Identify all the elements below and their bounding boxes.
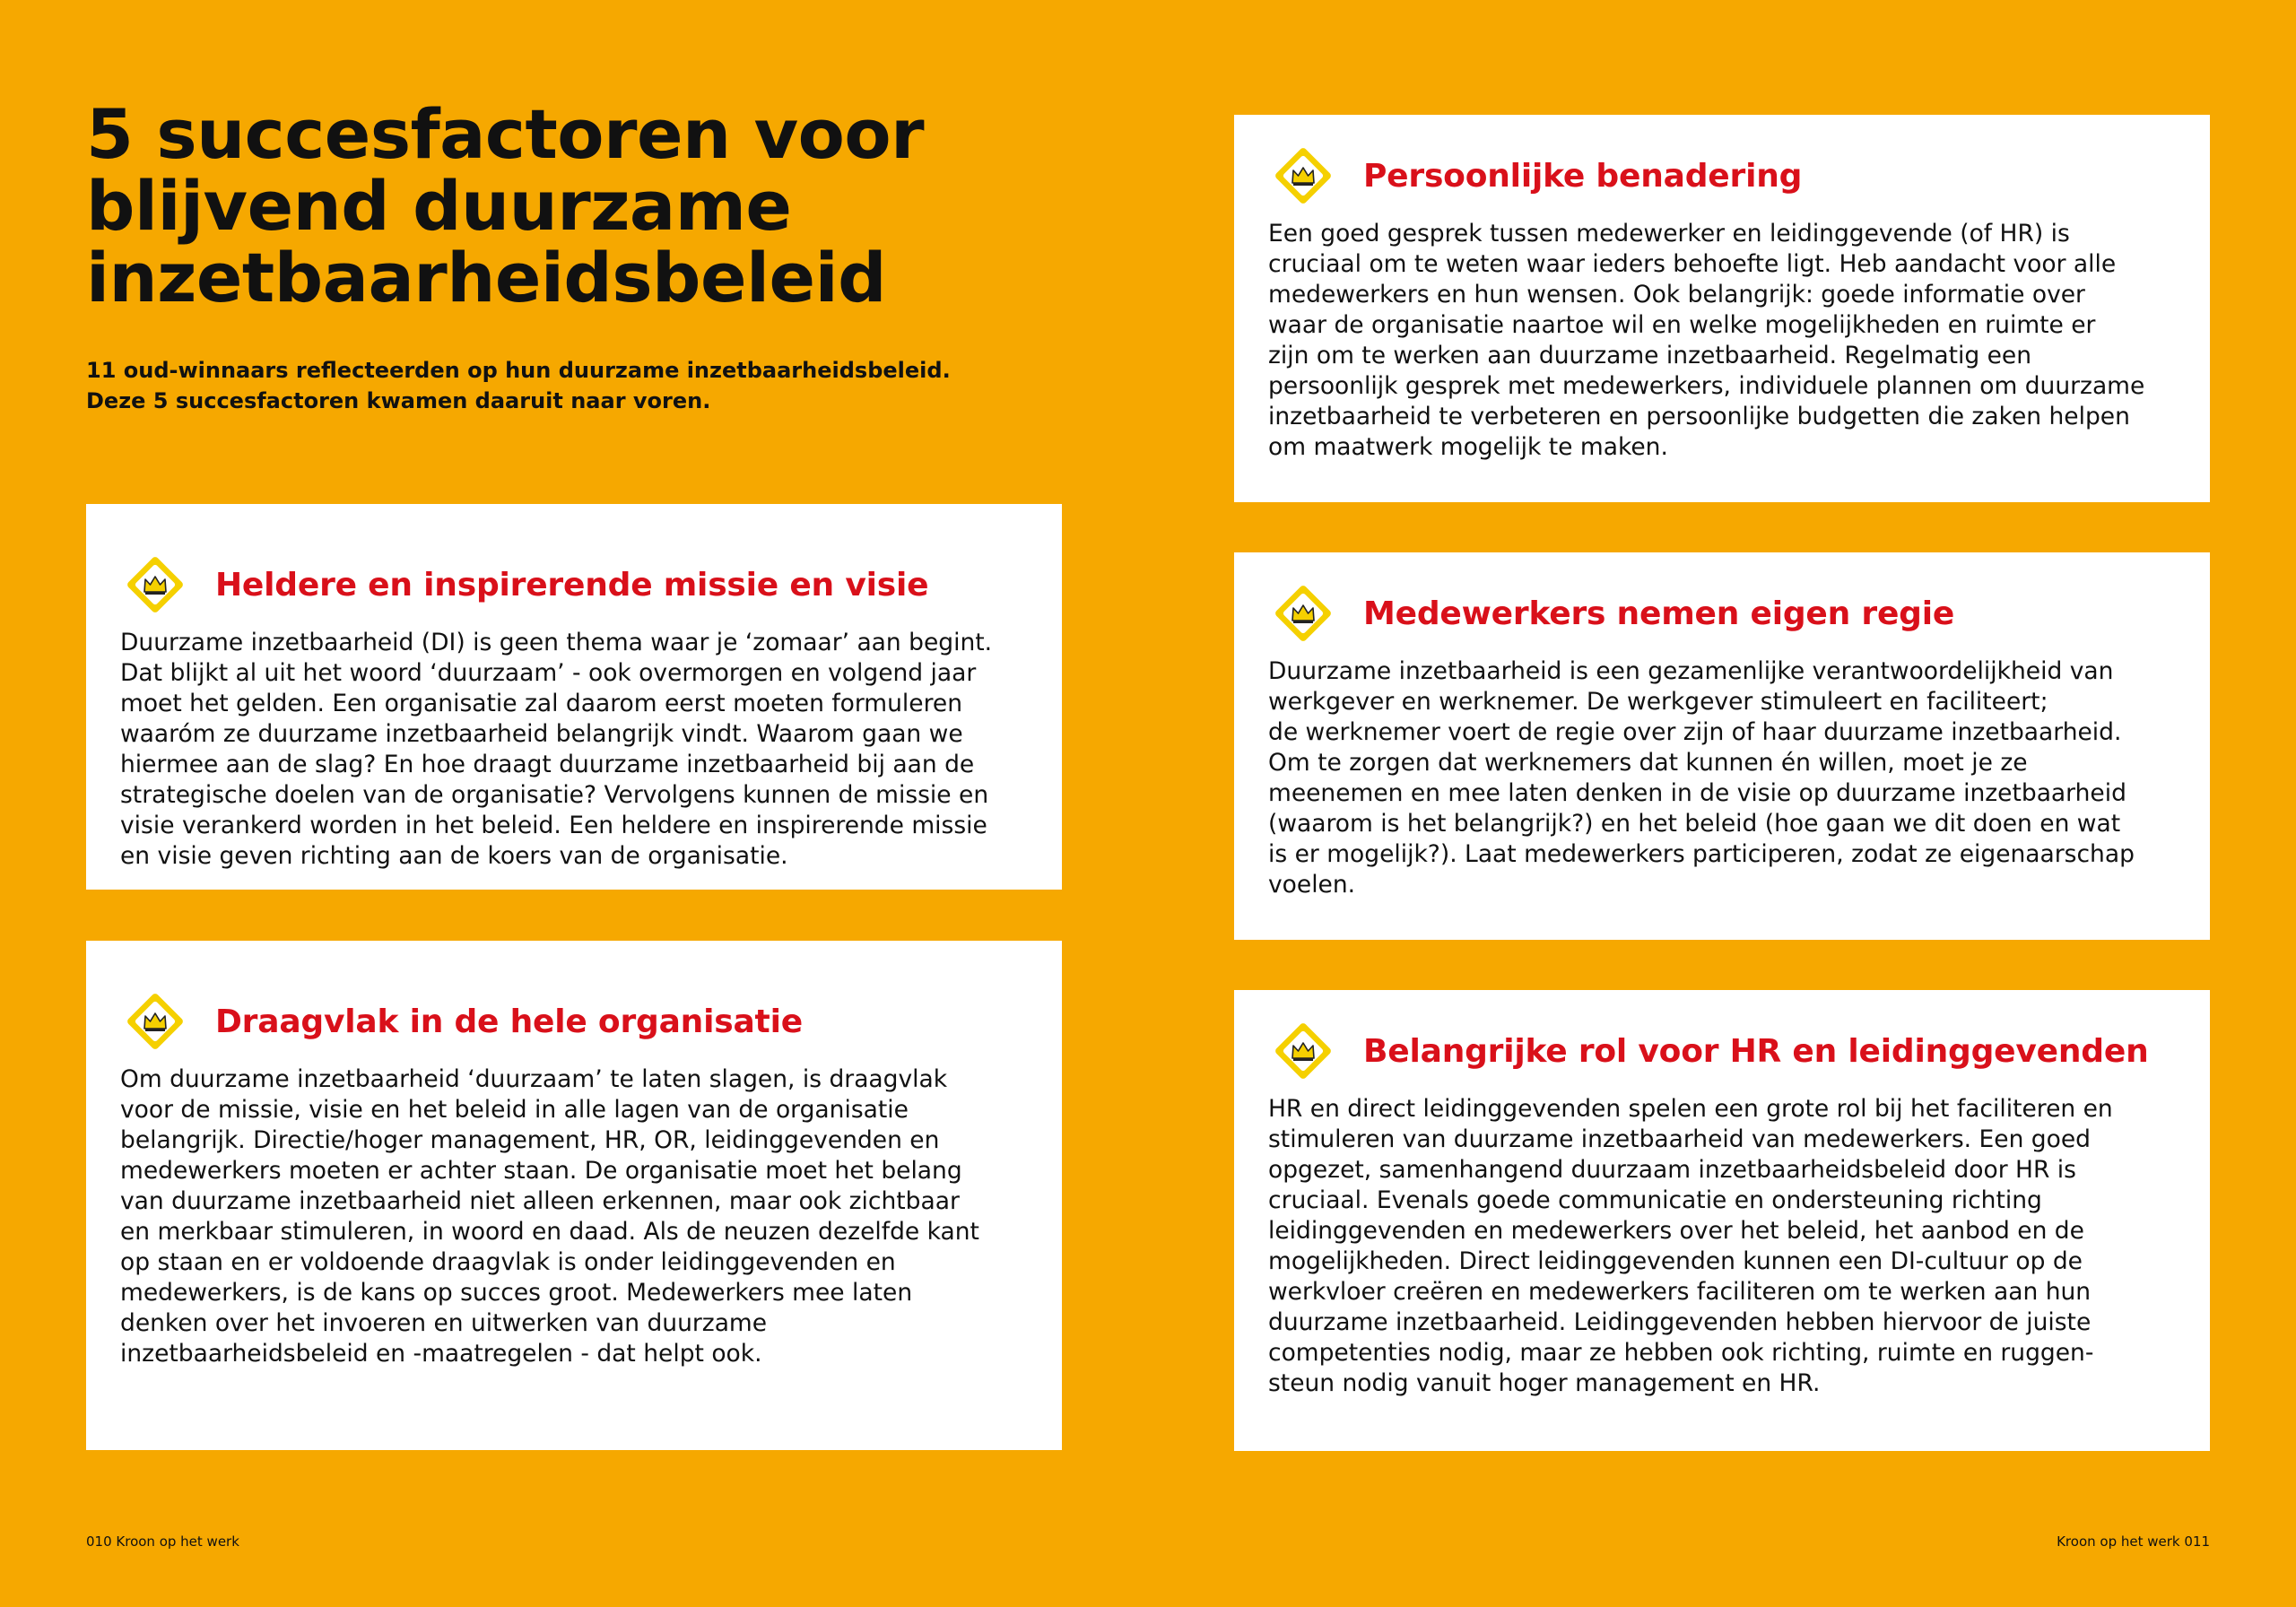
body-line: medewerkers moeten er achter staan. De organisatie moet het belang	[120, 1157, 962, 1185]
body-line: hiermee aan de slag? En hoe draagt duurzame inzetbaarheid bij aan de	[120, 751, 975, 778]
body-line: voelen.	[1268, 871, 1356, 899]
body-line: voor de missie, visie en het beleid in alle lagen van de organisatie	[120, 1096, 909, 1124]
card-body	[1268, 656, 2178, 900]
body-line: op staan en er voldoende draagvlak is onder leidinggevenden en	[120, 1248, 896, 1276]
card-body	[120, 628, 1030, 872]
card-title: Heldere en inspirerende missie en visie	[215, 566, 929, 604]
body-line: cruciaal. Evenals goede communicatie en ondersteuning richting	[1268, 1186, 2042, 1214]
body-line: stimuleren van duurzame inzetbaarheid van medewerkers. Een goed	[1268, 1125, 2091, 1153]
title-line: inzetbaarheidsbeleid	[86, 238, 887, 317]
body-line: steun nodig vanuit hoger management en HR.	[1268, 1369, 1821, 1397]
body-line: leidinggevenden en medewerkers over het beleid, het aanbod en de	[1268, 1217, 2084, 1245]
crown-badge-icon	[1270, 580, 1336, 647]
card-body	[120, 1064, 1030, 1369]
card-title: Persoonlijke benadering	[1363, 157, 1803, 195]
body-line: strategische doelen van de organisatie? Vervolgens kunnen de missie en	[120, 781, 989, 809]
body-line: waaróm ze duurzame inzetbaarheid belangrijk vindt. Waarom gaan we	[120, 720, 963, 748]
footer-left-page-number: 010 Kroon op het werk	[86, 1533, 239, 1550]
page-subtitle	[86, 355, 983, 416]
body-line: en visie geven richting aan de koers van de organisatie.	[120, 842, 788, 870]
body-line: Dat blijkt al uit het woord ‘duurzaam’ - ook overmorgen en volgend jaar	[120, 659, 977, 687]
body-line: Om duurzame inzetbaarheid ‘duurzaam’ te laten slagen, is draagvlak	[120, 1065, 948, 1093]
body-line: Duurzame inzetbaarheid is een gezamenlijke verantwoordelijkheid van	[1268, 657, 2114, 685]
factor-card-own-direction	[1234, 552, 2210, 940]
crown-badge-icon	[122, 988, 188, 1055]
card-body	[1268, 219, 2178, 463]
card-header	[122, 554, 1030, 615]
body-line: medewerkers en hun wensen. Ook belangrijk: goede informatie over	[1268, 281, 2085, 308]
footer-right-page-number: Kroon op het werk 011	[2057, 1533, 2210, 1550]
body-line: duurzame inzetbaarheid. Leidinggevenden hebben hiervoor de juiste	[1268, 1308, 2092, 1336]
body-line: mogelijkheden. Direct leidinggevenden kunnen een DI-cultuur op de	[1268, 1247, 2083, 1275]
card-header	[1270, 145, 2178, 206]
factor-card-mission	[86, 504, 1062, 890]
title-line: 5 succesfactoren voor	[86, 94, 925, 174]
factor-card-personal-approach	[1234, 115, 2210, 502]
body-line: (waarom is het belangrijk?) en het beleid (hoe gaan we dit doen en wat	[1268, 810, 2121, 838]
body-line: werkgever en werknemer. De werkgever stimuleert en faciliteert;	[1268, 688, 2048, 716]
card-header	[122, 991, 1030, 1052]
body-line: belangrijk. Directie/hoger management, HR, OR, leidinggevenden en	[120, 1126, 940, 1154]
body-line: denken over het invoeren en uitwerken van duurzame	[120, 1309, 768, 1337]
body-line: de werknemer voert de regie over zijn of haar duurzame inzetbaarheid.	[1268, 718, 2122, 746]
body-line: visie verankerd worden in het beleid. Een heldere en inspirerende missie	[120, 812, 987, 839]
body-line: opgezet, samenhangend duurzaam inzetbaarheidsbeleid door HR is	[1268, 1156, 2076, 1184]
card-title: Draagvlak in de hele organisatie	[215, 1003, 803, 1040]
body-line: inzetbaarheid te verbeteren en persoonlijke budgetten die zaken helpen	[1268, 403, 2130, 430]
body-line: werkvloer creëren en medewerkers faciliteren om te werken aan hun	[1268, 1278, 2092, 1306]
card-title: Medewerkers nemen eigen regie	[1363, 595, 1955, 632]
factor-card-hr-role	[1234, 990, 2210, 1451]
card-header	[1270, 583, 2178, 644]
page-title	[86, 94, 983, 317]
body-line: van duurzame inzetbaarheid niet alleen erkennen, maar ook zichtbaar	[120, 1187, 960, 1215]
body-line: waar de organisatie naartoe wil en welke mogelijkheden en ruimte er	[1268, 311, 2096, 339]
body-line: Een goed gesprek tussen medewerker en leidinggevende (of HR) is	[1268, 220, 2070, 248]
factor-card-support	[86, 941, 1062, 1450]
crown-badge-icon	[122, 552, 188, 618]
body-line: medewerkers, is de kans op succes groot. Medewerkers mee laten	[120, 1279, 913, 1307]
body-line: cruciaal om te weten waar ieders behoefte ligt. Heb aandacht voor alle	[1268, 250, 2117, 278]
crown-badge-icon	[1270, 1018, 1336, 1084]
body-line: moet het gelden. Een organisatie zal daarom eerst moeten formuleren	[120, 690, 962, 717]
body-line: om maatwerk mogelijk te maken.	[1268, 433, 1668, 461]
subtitle-line: Deze 5 succesfactoren kwamen daaruit naar voren.	[86, 388, 711, 413]
body-line: Duurzame inzetbaarheid (DI) is geen thema waar je ‘zomaar’ aan begint.	[120, 629, 993, 656]
card-body	[1268, 1094, 2178, 1399]
body-line: competenties nodig, maar ze hebben ook richting, ruimte en ruggen-	[1268, 1339, 2094, 1367]
body-line: en merkbaar stimuleren, in woord en daad. Als de neuzen dezelfde kant	[120, 1218, 979, 1246]
body-line: meenemen en mee laten denken in de visie op duurzame inzetbaarheid	[1268, 779, 2126, 807]
title-line: blijvend duurzame	[86, 166, 792, 246]
card-header	[1270, 1021, 2178, 1081]
body-line: Om te zorgen dat werknemers dat kunnen én willen, moet je ze	[1268, 749, 2028, 777]
subtitle-line: 11 oud-winnaars reflecteerden op hun duurzame inzetbaarheidsbeleid.	[86, 358, 951, 383]
body-line: zijn om te werken aan duurzame inzetbaarheid. Regelmatig een	[1268, 342, 2032, 369]
body-line: inzetbaarheidsbeleid en -maatregelen - dat helpt ook.	[120, 1340, 762, 1368]
card-title: Belangrijke rol voor HR en leidinggevenden	[1363, 1032, 2149, 1070]
crown-badge-icon	[1270, 143, 1336, 209]
body-line: persoonlijk gesprek met medewerkers, individuele plannen om duurzame	[1268, 372, 2145, 400]
body-line: is er mogelijk?). Laat medewerkers participeren, zodat ze eigenaarschap	[1268, 840, 2135, 868]
body-line: HR en direct leidinggevenden spelen een grote rol bij het faciliteren en	[1268, 1095, 2113, 1123]
